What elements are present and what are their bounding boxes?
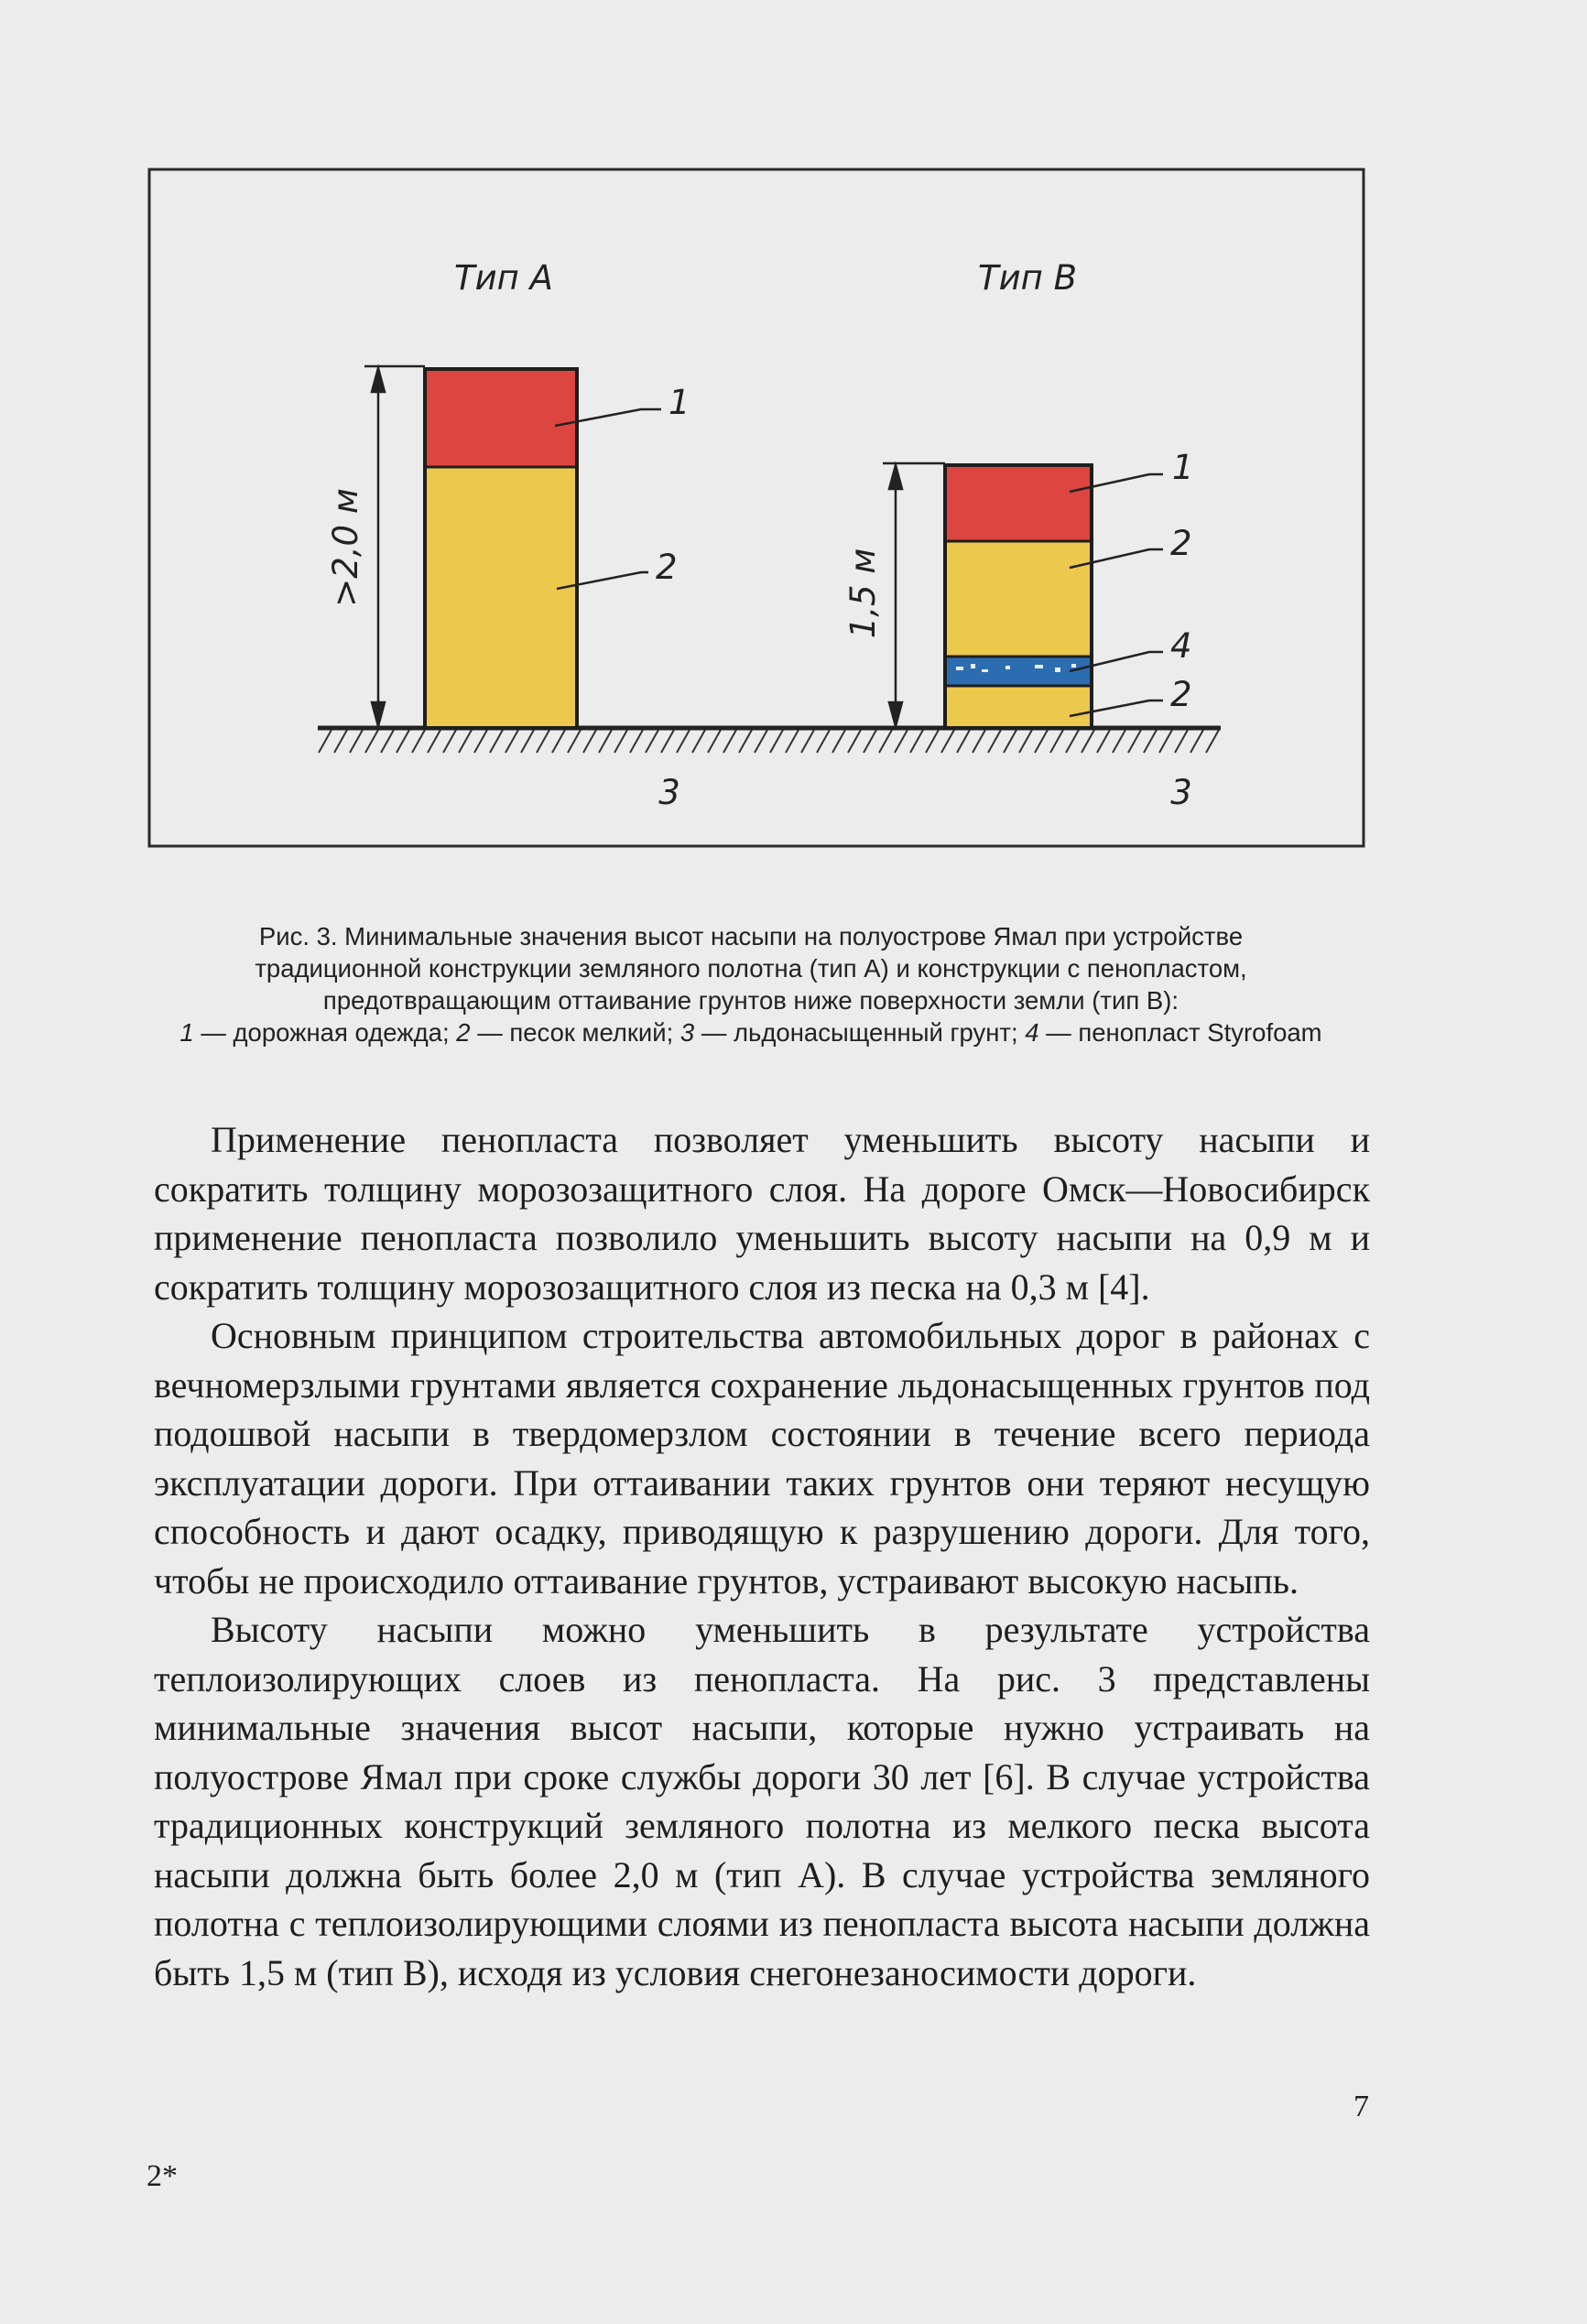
type-a-callout-1: 1 [668, 383, 690, 422]
type-a-sand-layer [425, 467, 577, 728]
type-b-callout-2: 2 [1170, 524, 1192, 563]
embankment-figure [0, 0, 1587, 907]
type-a-column [425, 369, 577, 728]
ground-label-right: 3 [1170, 773, 1192, 812]
type-b-column [945, 465, 1092, 728]
type-a-height-label: >2,0 м [326, 488, 365, 607]
type-b-sand-layer-bottom [945, 686, 1092, 728]
legend-text-4: — пенопласт Styrofoam [1038, 1018, 1322, 1047]
legend-text-1: — дорожная одежда; [193, 1018, 457, 1047]
body-text [154, 1115, 1370, 1997]
type-b-callout-2-lower: 2 [1170, 675, 1192, 714]
caption-line-3: предотвращающим оттаивание грунтов ниже поверхности земли (тип В): [322, 986, 1179, 1015]
body-paragraph-1: Применение пенопласта позволяет уменьшить высоту насыпи и сократить толщину морозозащитного слоя. На дороге Омск—Новосибирск применение пенопласта позволило уменьшить высоту насыпи на 0,9 м и сократить толщину морозозащитного слоя из песка на 0,3 м [4]. [154, 1119, 1370, 1308]
printer-signature-mark: 2* [147, 2159, 178, 2193]
ground-label-left: 3 [658, 773, 680, 812]
legend-text-3: — льдонасыщенный грунт; [694, 1018, 1026, 1047]
type-b-dimension [883, 463, 945, 726]
type-b-height-label: 1,5 м [843, 548, 883, 639]
type-b-sand-layer-top [945, 541, 1092, 657]
legend-num-3: 3 [679, 1018, 695, 1047]
type-a-callout-2: 2 [656, 548, 678, 587]
ground-hatching [319, 730, 1219, 753]
caption-line-1: Рис. 3. Минимальные значения высот насыпи на полуострове Ямал при устройстве [258, 922, 1244, 950]
body-paragraph-3: Высоту насыпи можно уменьшить в результате устройства теплоизолирующих слоев из пенопласта. На рис. 3 представлены минимальные значения высот насыпи, которые нужно устраивать на полуострове Ямал при сроке службы дороги 30 лет [6]. В случае устройства традиционных конструкций земляного полотна из мелкого песка высота насыпи должна быть более 2,0 м (тип А). В случае устройства земляного полотна с теплоизолирующими слоями из пенопласта высота насыпи должна быть 1,5 м (тип В), исходя из условия снегонезаносимости дороги. [154, 1609, 1370, 1993]
legend-text-2: — песок мелкий; [470, 1018, 680, 1047]
figure-caption [156, 920, 1346, 1048]
legend-num-2: 2 [456, 1018, 471, 1047]
legend-num-1: 1 [179, 1018, 194, 1047]
legend-num-4: 4 [1025, 1018, 1039, 1047]
type-a-label: Тип А [454, 258, 553, 298]
type-b-callout-4: 4 [1170, 626, 1192, 666]
type-b-callout-1: 1 [1172, 448, 1194, 487]
type-b-label: Тип В [978, 258, 1077, 298]
type-b-pavement-layer [945, 465, 1092, 541]
type-a-pavement-layer [425, 369, 577, 467]
body-paragraph-2: Основным принципом строительства автомобильных дорог в районах с вечномерзлыми грунтами является сохранение льдонасыщенных грунтов под подошвой насыпи в твердомерзлом состоянии в течение всего периода эксплуатации дороги. При оттаивании таких грунтов они теряют несущую способность и дают осадку, приводящую к разрушению дороги. Для того, чтобы не происходило оттаивание грунтов, устраивают высокую насыпь. [154, 1315, 1370, 1602]
caption-line-2: традиционной конструкции земляного полотна (тип А) и конструкции с пенопластом, [255, 954, 1247, 983]
type-a-dimension [364, 366, 425, 726]
caption-legend [156, 1016, 1346, 1048]
page-number: 7 [1353, 2090, 1369, 2123]
